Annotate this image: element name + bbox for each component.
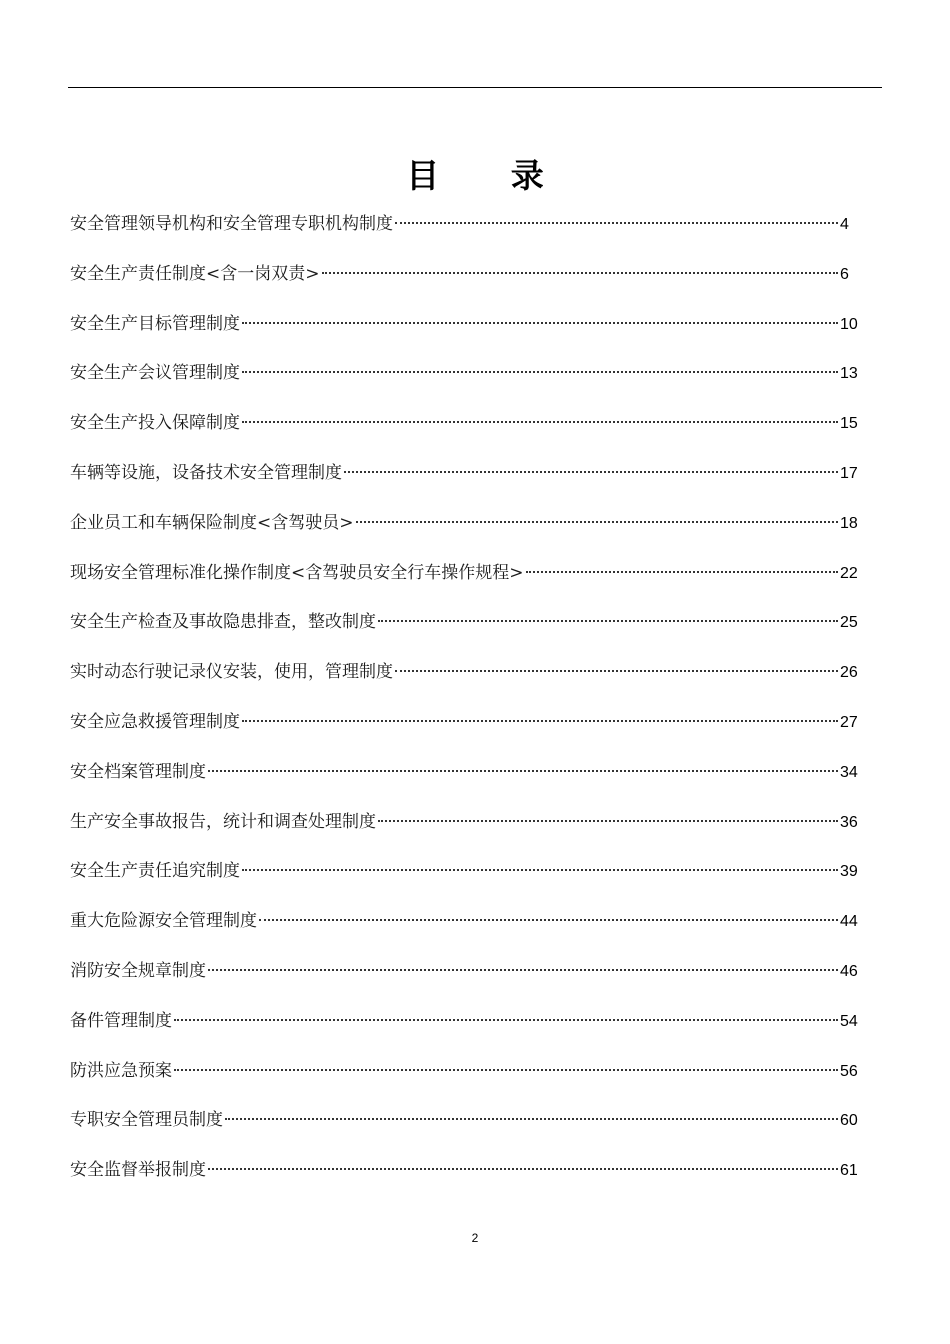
toc-entry-text: 企业员工和车辆保险制度<含驾驶员> [70,512,354,533]
toc-entry-text: 安全生产责任追究制度 [70,861,240,882]
toc-entry-text: 专职安全管理员制度 [70,1110,223,1131]
toc-leader [242,720,838,722]
toc-entry[interactable] [70,605,870,655]
toc-entry-page: 34 [840,763,858,781]
toc-leader [344,471,838,473]
toc-leader [378,820,838,822]
toc-entry[interactable] [70,1103,870,1153]
toc-entry-text: 安全生产目标管理制度 [70,313,240,334]
toc-entry[interactable] [70,307,870,357]
toc-entry[interactable] [70,506,870,556]
toc-leader [395,670,838,672]
toc-entry-page: 17 [840,464,858,482]
toc-leader [259,919,838,921]
toc-list [70,207,870,1203]
toc-entry-page: 4 [840,216,849,233]
toc-entry-text: 安全应急救援管理制度 [70,711,240,732]
toc-entry-text: 安全生产检查及事故隐患排查，整改制度 [70,612,376,633]
toc-entry-page: 22 [840,564,858,582]
page-title: 目 录 [406,156,574,195]
toc-leader [242,322,838,324]
toc-leader [208,969,838,971]
toc-leader [242,371,838,373]
toc-entry-page: 54 [840,1012,858,1030]
toc-entry[interactable] [70,655,870,705]
toc-entry-page: 56 [840,1062,858,1080]
toc-entry-page: 26 [840,664,858,682]
toc-entry[interactable] [70,257,870,307]
toc-entry-text: 备件管理制度 [70,1010,172,1031]
toc-entry-text: 消防安全规章制度 [70,960,206,981]
toc-entry[interactable] [70,854,870,904]
toc-entry-text: 安全生产会议管理制度 [70,363,240,384]
toc-leader [395,222,838,224]
header-rule [68,87,882,88]
toc-leader [208,770,838,772]
toc-entry-page: 25 [840,614,858,632]
toc-leader [322,272,839,274]
toc-leader [526,571,839,573]
toc-entry[interactable] [70,356,870,406]
toc-entry-text: 车辆等设施，设备技术安全管理制度 [70,462,342,483]
page-number: 2 [471,1231,479,1245]
toc-leader [174,1019,838,1021]
toc-entry[interactable] [70,705,870,755]
toc-entry-page: 61 [840,1162,858,1180]
toc-entry-text: 安全生产责任制度<含一岗双责> [70,263,320,284]
toc-entry-text: 生产安全事故报告，统计和调查处理制度 [70,811,376,832]
toc-leader [356,521,839,523]
toc-entry[interactable] [70,556,870,606]
toc-entry-text: 现场安全管理标准化操作制度<含驾驶员安全行车操作规程> [70,562,524,583]
toc-entry[interactable] [70,954,870,1004]
toc-leader [242,421,838,423]
toc-leader [208,1168,838,1170]
toc-entry[interactable] [70,406,870,456]
toc-leader [378,620,838,622]
toc-leader [174,1069,838,1071]
toc-entry[interactable] [70,207,870,257]
toc-leader [242,869,838,871]
toc-entry[interactable] [70,904,870,954]
toc-entry[interactable] [70,456,870,506]
toc-entry[interactable] [70,805,870,855]
toc-entry[interactable] [70,1054,870,1104]
toc-entry-text: 安全生产投入保障制度 [70,413,240,434]
toc-entry[interactable] [70,1153,870,1203]
toc-entry-text: 安全管理领导机构和安全管理专职机构制度 [70,214,393,234]
toc-entry-page: 27 [840,713,858,731]
toc-entry-page: 6 [840,265,849,283]
toc-entry-page: 13 [840,365,858,383]
toc-entry-page: 44 [840,913,858,931]
toc-entry-page: 46 [840,962,858,980]
toc-entry-page: 36 [840,813,858,831]
toc-entry[interactable] [70,755,870,805]
toc-entry-text: 实时动态行驶记录仪安装，使用，管理制度 [70,662,393,683]
toc-leader [225,1118,838,1120]
toc-entry-page: 18 [840,514,858,532]
toc-entry-text: 安全监督举报制度 [70,1160,206,1181]
toc-entry-page: 15 [840,415,858,433]
toc-entry-text: 安全档案管理制度 [70,761,206,782]
toc-entry-page: 10 [840,315,858,333]
toc-entry-page: 60 [840,1112,858,1130]
toc-entry-text: 防洪应急预案 [70,1060,172,1081]
toc-entry-page: 39 [840,863,858,881]
toc-entry[interactable] [70,1004,870,1054]
toc-entry-text: 重大危险源安全管理制度 [70,911,257,932]
